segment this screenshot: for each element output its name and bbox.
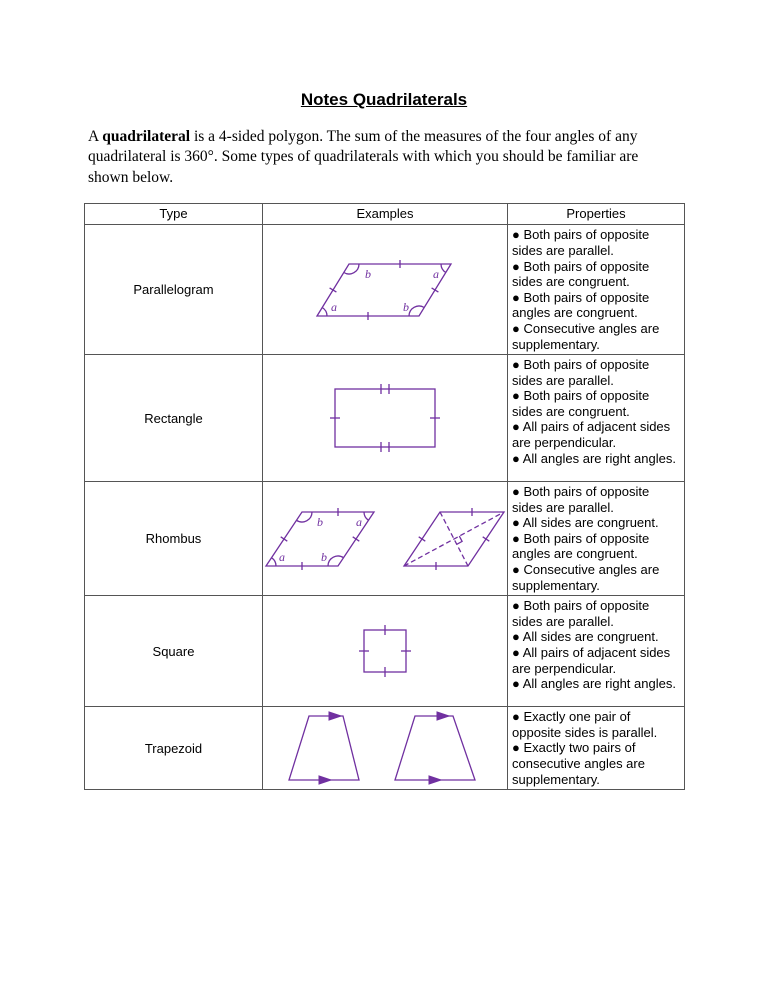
parallel-arrows <box>319 712 341 784</box>
table-header-row <box>85 204 685 225</box>
example-figures <box>263 504 507 574</box>
intro-paragraph <box>88 127 680 188</box>
property-item: ● Both pairs of opposite sides are congruent. <box>512 259 682 290</box>
example-cell <box>263 355 508 482</box>
table-row-rectangle <box>85 355 685 482</box>
column-header-examples: Examples <box>263 204 508 225</box>
property-item: ● All angles are right angles. <box>512 451 682 467</box>
rectangle-figure <box>325 379 445 457</box>
type-label: Parallelogram <box>85 225 263 355</box>
property-item: ● All pairs of adjacent sides are perpendicular. <box>512 419 682 450</box>
rhombus-diagonals-figure <box>402 504 506 574</box>
example-figures <box>263 379 507 457</box>
parallelogram-outline <box>317 264 451 316</box>
property-item: ● All sides are congruent. <box>512 629 682 645</box>
quadrilaterals-table <box>84 203 685 790</box>
angle-label: a <box>356 514 362 529</box>
property-item: ● Both pairs of opposite sides are parallel. <box>512 598 682 629</box>
intro-term-bold: quadrilateral <box>102 128 191 145</box>
trapezoid-outline <box>289 716 359 780</box>
intro-text-start: A <box>88 128 103 145</box>
example-figures <box>263 621 507 681</box>
table-row-rhombus <box>85 482 685 596</box>
angle-label: a <box>433 266 439 281</box>
diagonals <box>404 512 504 566</box>
square-figure <box>355 621 415 681</box>
property-item: ● Consecutive angles are supplementary. <box>512 321 682 352</box>
example-cell <box>263 707 508 790</box>
properties-cell <box>508 225 685 355</box>
properties-cell <box>508 355 685 482</box>
property-item: ● Exactly one pair of opposite sides is parallel. <box>512 709 682 740</box>
example-cell <box>263 225 508 355</box>
trapezoid-outline <box>395 716 475 780</box>
angle-arcs <box>322 264 446 316</box>
tick-marks <box>330 384 440 452</box>
table-row-parallelogram <box>85 225 685 355</box>
intro-text-rest: is a 4-sided polygon. The sum of the measures of the four angles of any quadrilateral is 360°. Some types of quadrilaterals with which you should be familiar are shown below. <box>88 128 639 186</box>
property-item: ● All pairs of adjacent sides are perpendicular. <box>512 645 682 676</box>
trapezoid-figure-2 <box>389 710 485 786</box>
square-outline <box>364 630 406 672</box>
type-label: Rectangle <box>85 355 263 482</box>
page-title: Notes Quadrilaterals <box>300 90 468 109</box>
type-label: Rhombus <box>85 482 263 596</box>
tick-marks <box>359 625 411 677</box>
column-header-type: Type <box>85 204 263 225</box>
type-label: Square <box>85 596 263 707</box>
property-item: ● Both pairs of opposite angles are congruent. <box>512 531 682 562</box>
angle-label: a <box>279 549 285 564</box>
parallel-arrows <box>429 712 449 784</box>
rectangle-outline <box>335 389 435 447</box>
angle-label: a <box>331 299 337 314</box>
property-item: ● Both pairs of opposite angles are congruent. <box>512 290 682 321</box>
properties-cell <box>508 707 685 790</box>
property-item: ● Consecutive angles are supplementary. <box>512 562 682 593</box>
trapezoid-figure-1 <box>285 710 375 786</box>
example-figures <box>263 710 507 786</box>
property-item: ● Both pairs of opposite sides are parallel. <box>512 227 682 258</box>
properties-cell <box>508 482 685 596</box>
angle-label: b <box>317 514 323 529</box>
angle-label: b <box>321 549 327 564</box>
properties-cell <box>508 596 685 707</box>
angle-label: b <box>365 266 371 281</box>
table-row-trapezoid <box>85 707 685 790</box>
table-row-square <box>85 596 685 707</box>
property-item: ● All sides are congruent. <box>512 515 682 531</box>
property-item: ● Exactly two pairs of consecutive angles are supplementary. <box>512 740 682 787</box>
property-item: ● Both pairs of opposite sides are congruent. <box>512 388 682 419</box>
rhombus-labeled-figure <box>264 504 376 574</box>
example-cell <box>263 482 508 596</box>
example-cell <box>263 596 508 707</box>
property-item: ● Both pairs of opposite sides are parallel. <box>512 357 682 388</box>
property-item: ● All angles are right angles. <box>512 676 682 692</box>
property-item: ● Both pairs of opposite sides are parallel. <box>512 484 682 515</box>
type-label: Trapezoid <box>85 707 263 790</box>
column-header-properties: Properties <box>508 204 685 225</box>
example-figures <box>263 258 507 322</box>
parallelogram-figure <box>315 258 455 322</box>
angle-label: b <box>403 299 409 314</box>
